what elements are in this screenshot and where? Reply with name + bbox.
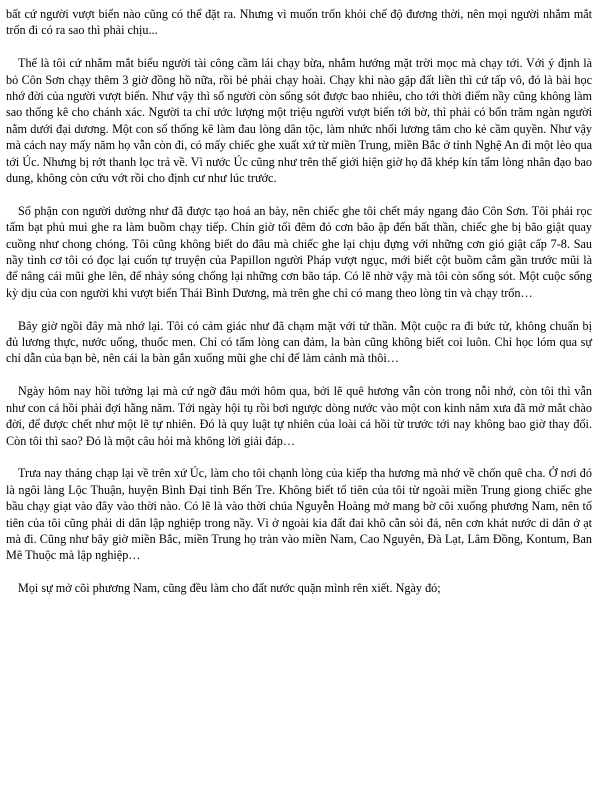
paragraph: bất cứ người vượt biển nào cũng có thể đặt ra. Nhưng vì muốn trốn khỏi chế độ đương thời, nên mọi người nhắm mắt trốn đi có ra sao thì phải chịu... <box>6 7 592 38</box>
paragraph: Bây giờ ngồi đây mà nhớ lại. Tôi có cảm giác như đã chạm mặt với tử thần. Một cuộc ra đi bức tử, không chuẩn bị đủ lương thực, nước uống, thuốc men. Chỉ có tấm lòng can đảm, la bàn cũng không biết coi luôn. Chỉ học lóm qua sự chỉ dẫn của bạn bè, nên cái la bàn gắn xuống mũi ghe chỉ để làm cảnh mà thôi… <box>6 318 592 366</box>
paragraph: Thế là tôi cứ nhắm mắt biểu người tài công cầm lái chạy bừa, nhắm hướng mặt trời mọc mà chạy tới. Với ý định là bỏ Côn Sơn chạy thêm 3 giờ đồng hồ nữa, rồi bẻ phải chạy hoài. Chạy khi nào gặp đất liền thì cứ tấp vô, đó là bài học nhớ đời của người vượt biển. Như vậy thì số người còn sống sót được bao nhiêu, cho tới thời điểm nầy cũng không làm sao thống kê cho chánh xác. Người ta chỉ ước lượng một triệu người vượt biển tới bờ, thì phải có bốn trăm ngàn người nằm dưới đại dương. Một con số thống kê làm đau lòng dân tộc, làm nhức nhối lương tâm cho kẻ cầm quyền. Như vậy mà cách nay mấy năm họ vẫn còn đi, có mấy chiếc ghe xuất xứ từ miền Trung, miền Bắc ở tỉnh Nghệ An đi một lèo qua tới Úc. Nhưng bị rớt thanh lọc trả về. Vì nước Úc cũng như trên thế giới hiện giờ họ đã khép kín tấm lòng nhân đạo bao dung, không còn cứu vớt rồi cho định cư như lúc trước. <box>6 56 592 186</box>
paragraph: Số phận con người dường như đã được tạo hoá an bày, nên chiếc ghe tôi chết máy ngang đảo Côn Sơn. Tôi phải rọc tấm bạt phủ mui ghe ra làm buồm chạy tiếp. Chín giờ tối đêm đó cơn bão ập đến bất thần, chiếc ghe bị bão giật quay cuồng như chong chóng. Tôi cũng không biết do đâu mà chiếc ghe lại chịu đựng với những cơn gió giật cấp 7-8. Sau nầy tỉnh cơ tôi có đọc lại cuốn tự truyện của Papillon người Pháp vượt ngục, mới biết cột buồm cắm gần trước mũi là để nâng cái mũi ghe lên, để nhảy sóng chống lại những cơn bão táp. Có lẽ nhờ vậy mà tôi còn sống sót. Một cuộc sống kỳ dịu của con người khi vượt biển Thái Bình Dương, mà trên ghe chỉ có mang theo lòng tin và chạy trốn… <box>6 203 592 300</box>
paragraph: Trưa nay tháng chạp lại về trên xứ Úc, làm cho tôi chạnh lòng của kiếp tha hương mà nhớ về chốn quê cha. Ở nơi đó là ngôi làng Lộc Thuận, huyện Bình Đại tỉnh Bến Tre. Không biết tổ tiên của tôi từ ngoài miền Trung giong chiếc ghe bầu chạy giạt vào đây vào thời nào. Có lẽ là vào thời chúa Nguyễn Hoàng mở mang bờ cõi xuống phương Nam, nên tổ tiên của tôi cũng phải di dân lập nghiệp trong nầy. Vì ở ngoài kia đất đai khô cằn sỏi đá, nên cơn khát nước di dân ở ạt mà đi. Cũng như bây giờ miền Bắc, miền Trung họ tràn vào miền Nam, Cao Nguyên, Đà Lạt, Lâm Đồng, Kontum, Ban Mê Thuộc mà lập nghiệp… <box>6 466 592 563</box>
paragraph: Mọi sự mở cõi phương Nam, cũng đều làm cho đất nước quặn mình rên xiết. Ngày đó; <box>18 581 441 596</box>
paragraph: Ngày hôm nay hồi tưởng lại mà cứ ngỡ đâu mới hôm qua, bởi lẽ quê hương vẫn còn trong nỗi nhớ, còn tôi thì vẫn như con cá hồi phải đợi hằng năm. Tới ngày hội tụ rồi bơi ngược dòng nước vào một con kinh năm xưa đã mở mắt chào đời, để được chết như một lẽ tự nhiên. Đó là quy luật tự nhiên của loài cá hồi từ trước tới nay không bao giờ thay đổi. Còn tôi thì sao? Đó là một câu hỏi mà không lời giải đáp… <box>6 384 592 448</box>
